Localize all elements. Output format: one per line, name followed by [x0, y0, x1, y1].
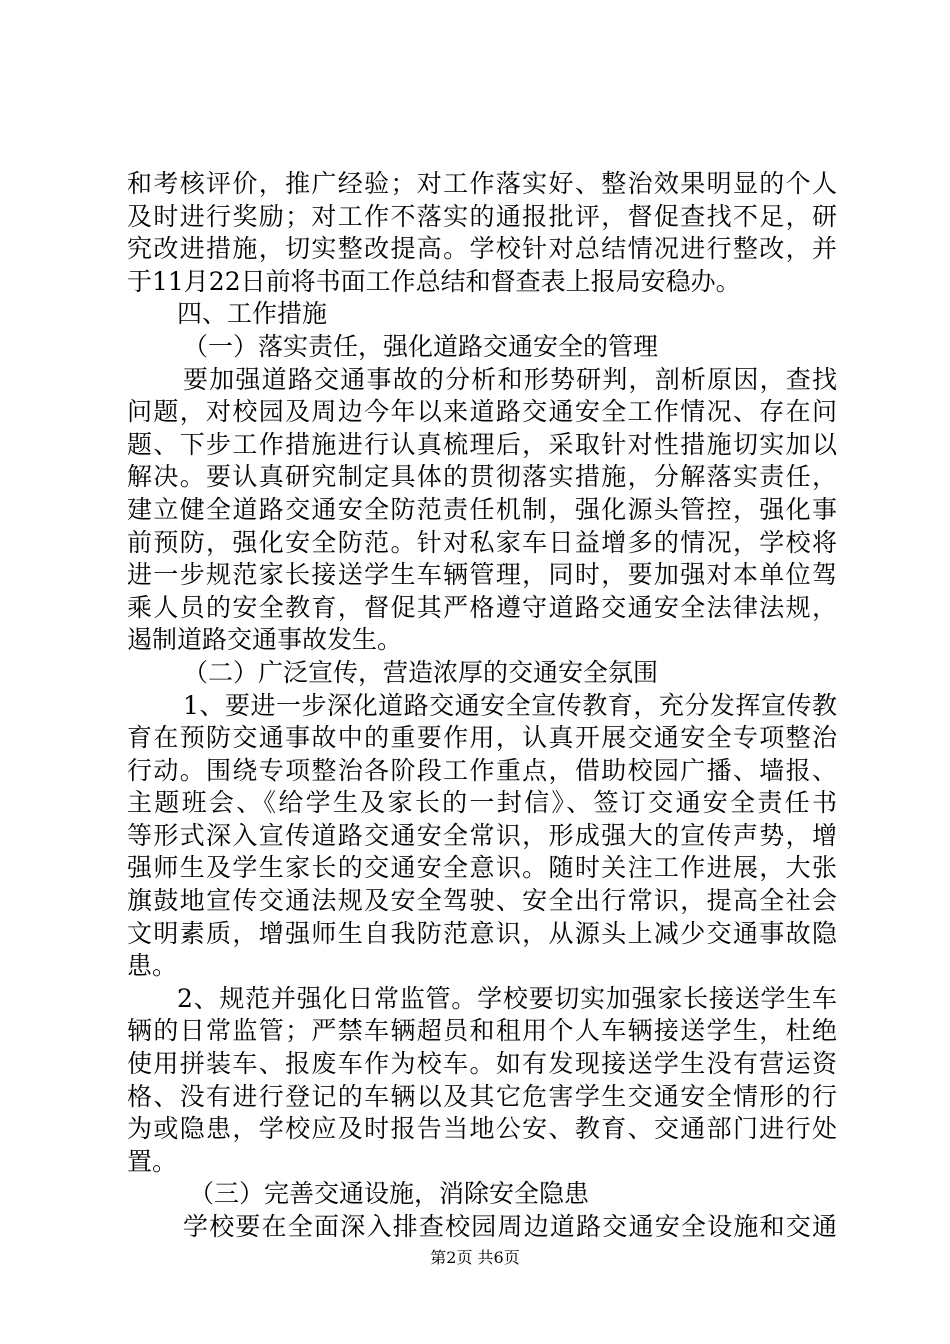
text-line: 进一步规范家长接送学生车辆管理，同时，要加强对本单位驾	[127, 560, 837, 590]
text-line: 等形式深入宣传道路交通安全常识，形成强大的宣传声势，增	[127, 820, 837, 850]
text-line: 患。	[127, 951, 178, 981]
text-line: 使用拼装车、报废车作为校车。如有发现接送学生没有营运资	[127, 1049, 837, 1079]
text-line: 乘人员的安全教育，督促其严格遵守道路交通安全法律法规，	[127, 592, 837, 622]
text-line: 为或隐患，学校应及时报告当地公安、教育、交通部门进行处	[127, 1114, 837, 1144]
text-line: 于11月22日前将书面工作总结和督查表上报局安稳办。	[127, 266, 741, 296]
text-line: 文明素质，增强师生自我防范意识，从源头上减少交通事故隐	[127, 918, 837, 948]
text-line: 行动。围绕专项整治各阶段工作重点，借助校园广播、墙报、	[127, 755, 837, 785]
text-line: 题、下步工作措施进行认真梳理后，采取针对性措施切实加以	[127, 429, 837, 459]
text-line: 1、要进一步深化道路交通安全宣传教育，充分发挥宣传教	[183, 690, 837, 720]
page-footer: 第2页 共6页	[430, 1248, 520, 1267]
text-line: 要加强道路交通事故的分析和形势研判，剖析原因，查找	[183, 364, 837, 394]
text-line: 格、没有进行登记的车辆以及其它危害学生交通安全情形的行	[127, 1081, 837, 1111]
text-line: （二）广泛宣传，营造浓厚的交通安全氛围	[183, 657, 659, 687]
text-line: 遏制道路交通事故发生。	[127, 625, 403, 655]
text-line: 育在预防交通事故中的重要作用，认真开展交通安全专项整治	[127, 723, 837, 753]
text-line: 前预防，强化安全防范。针对私家车日益增多的情况，学校将	[127, 527, 837, 557]
document-body	[127, 168, 837, 1244]
text-line: 辆的日常监管；严禁车辆超员和租用个人车辆接送学生，杜绝	[127, 1016, 837, 1046]
text-line: 强师生及学生家长的交通安全意识。随时关注工作进展，大张	[127, 853, 837, 883]
text-line: 置。	[127, 1146, 178, 1176]
text-line: 旗鼓地宣传交通法规及安全驾驶、安全出行常识，提高全社会	[127, 886, 837, 916]
text-line: 建立健全道路交通安全防范责任机制，强化源头管控，强化事	[127, 494, 837, 524]
text-line: 主题班会、《给学生及家长的一封信》、签订交通安全责任书	[127, 788, 837, 818]
text-line: 及时进行奖励；对工作不落实的通报批评，督促查找不足，研	[127, 201, 837, 231]
text-line: （三）完善交通设施，消除安全隐患	[189, 1179, 590, 1209]
text-line: 学校要在全面深入排查校园周边道路交通安全设施和交通	[183, 1212, 837, 1241]
text-line: （一）落实责任，强化道路交通安全的管理	[183, 331, 659, 361]
text-line: 问题，对校园及周边今年以来道路交通安全工作情况、存在问	[127, 397, 837, 427]
text-line: 2、规范并强化日常监管。学校要切实加强家长接送学生车	[177, 983, 837, 1013]
text-line: 究改进措施，切实整改提高。学校针对总结情况进行整改，并	[127, 234, 837, 264]
text-line: 四、工作措施	[177, 299, 328, 329]
text-line: 和考核评价，推广经验；对工作落实好、整治效果明显的个人	[127, 169, 837, 198]
text-line: 解决。要认真研究制定具体的贯彻落实措施，分解落实责任，	[127, 462, 837, 492]
